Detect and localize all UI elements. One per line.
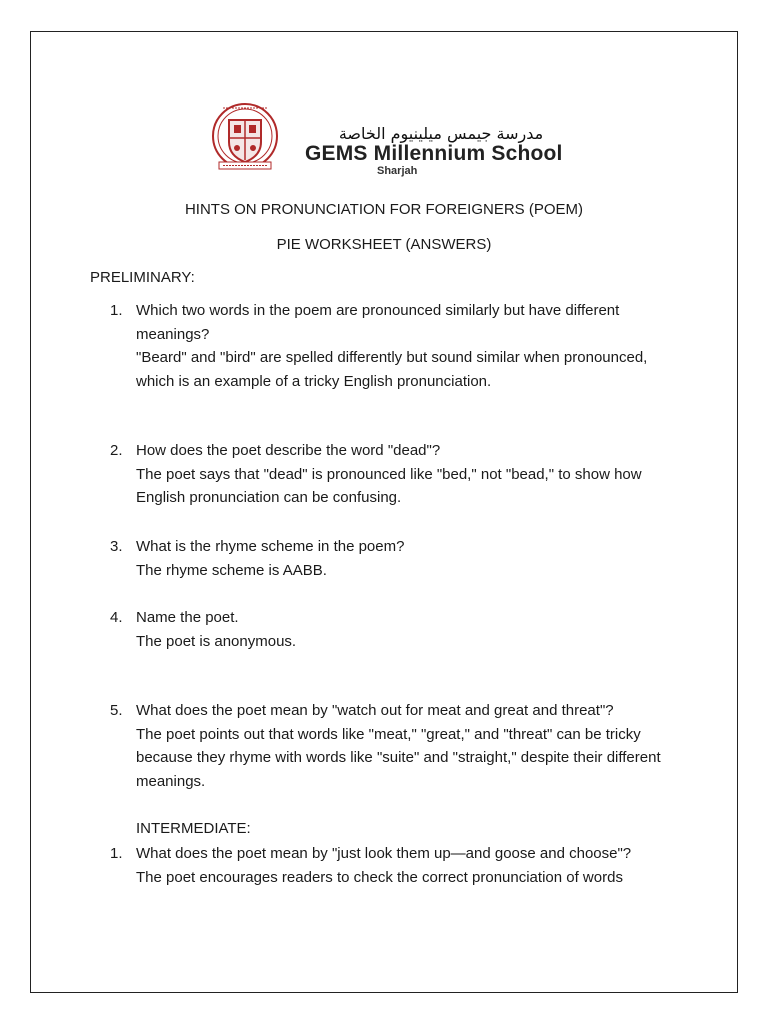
question-item <box>110 606 680 653</box>
answer-text: The poet says that "dead" is pronounced like "bed," not "bead," to show how English pronunciation can be confusing. <box>136 465 642 506</box>
answer-text: The poet encourages readers to check the correct pronunciation of words <box>136 868 623 886</box>
question-item <box>110 842 680 889</box>
question-text: What is the rhyme scheme in the poem? <box>136 538 405 555</box>
question-text: How does the poet describe the word "dead"? <box>136 442 441 459</box>
question-number: 3. <box>110 538 123 555</box>
school-name: GEMS Millennium School <box>305 142 563 165</box>
question-number: 5. <box>110 702 123 719</box>
school-crest-icon <box>205 100 295 175</box>
question-item <box>110 699 680 793</box>
question-item <box>110 439 680 510</box>
question-number: 2. <box>110 442 123 459</box>
answer-text: The poet points out that words like "meat," "great," and "threat" can be tricky because they rhyme with words like "suite" and "straight," despite their different meanings. <box>136 725 661 790</box>
answer-text: The poet is anonymous. <box>136 632 297 650</box>
question-number: 1. <box>110 845 123 862</box>
question-text: What does the poet mean by "just look them up—and goose and choose"? <box>136 845 632 862</box>
answer-text: "Beard" and "bird" are spelled differently but sound similar when pronounced, which is an example of a tricky English pronunciation. <box>136 349 648 390</box>
school-city: Sharjah <box>377 165 418 177</box>
document-title: HINTS ON PRONUNCIATION FOR FOREIGNERS (POEM) <box>184 201 584 218</box>
question-text: Name the poet. <box>136 609 239 626</box>
preliminary-heading: PRELIMINARY: <box>90 269 195 286</box>
question-text: What does the poet mean by "watch out for meat and great and threat"? <box>136 702 614 719</box>
question-text: Which two words in the poem are pronounced similarly but have different meanings? <box>136 302 620 343</box>
answer-text: The rhyme scheme is AABB. <box>136 561 327 579</box>
school-name-arabic: مدرسة جيمس ميلينيوم الخاصة <box>338 124 544 143</box>
school-header <box>205 100 585 175</box>
document-subtitle: PIE WORKSHEET (ANSWERS) <box>276 236 492 253</box>
intermediate-heading: INTERMEDIATE: <box>136 820 251 837</box>
question-number: 4. <box>110 609 123 626</box>
question-item <box>110 535 680 582</box>
question-number: 1. <box>110 302 123 319</box>
question-item <box>110 299 680 393</box>
